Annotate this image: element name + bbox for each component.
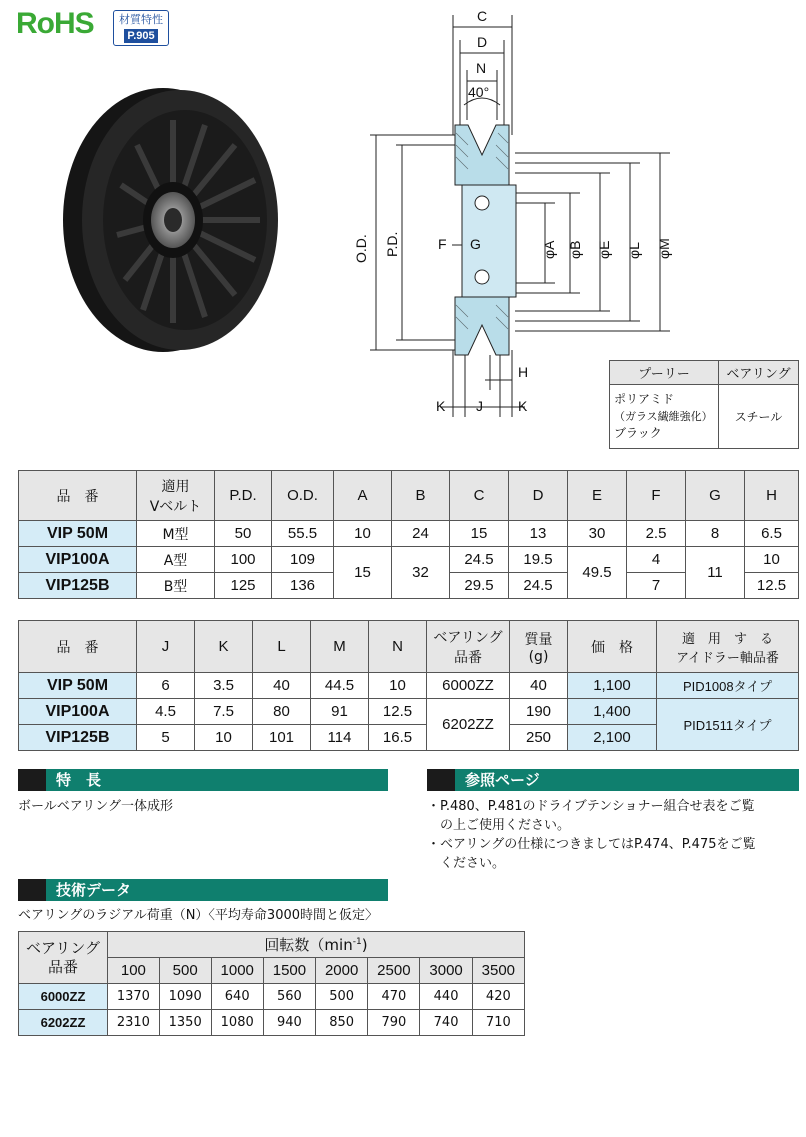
table-cell: 109 (272, 547, 334, 573)
table-cell: 1,100 (568, 673, 657, 699)
text-label: アイドラー軸品番 (676, 650, 779, 666)
table-cell: O.D. (272, 471, 334, 521)
table-cell: 12.5 (369, 699, 427, 725)
table-cell: 12.5 (745, 573, 799, 599)
text-label: (g) (528, 648, 549, 665)
label-h: H (518, 364, 529, 380)
table-cell: 4.5 (137, 699, 195, 725)
table-cell (19, 932, 108, 984)
table-cell: 15 (334, 547, 392, 599)
table-cell: 44.5 (311, 673, 369, 699)
table-row (19, 547, 799, 573)
table-cell: 30 (568, 521, 627, 547)
table-cell: 7.5 (195, 699, 253, 725)
table-cell: G (686, 471, 745, 521)
table-cell: 13 (509, 521, 568, 547)
table-cell: D (509, 471, 568, 521)
table-cell: 24.5 (450, 547, 509, 573)
table-cell: C (450, 471, 509, 521)
table-cell: 55.5 (272, 521, 334, 547)
features-text: ボールベアリング一体成形 (18, 799, 173, 814)
table-cell: VIP125B (19, 725, 137, 751)
t1-head-belt (137, 471, 215, 521)
rohs-logo: RoHS (16, 7, 94, 40)
table-cell: 101 (253, 725, 311, 751)
text-label: 適用 (161, 478, 190, 495)
table-cell: 32 (392, 547, 450, 599)
table-cell: 250 (510, 725, 568, 751)
table-cell: 100 (215, 547, 272, 573)
table-cell: B (392, 471, 450, 521)
table-cell: VIP125B (19, 573, 137, 599)
label-pd: P.D. (384, 231, 400, 257)
text-label: ください。 (427, 856, 506, 871)
material-bearing: スチール (719, 385, 799, 449)
label-phiL: φL (626, 242, 642, 259)
pulley-photo (55, 85, 285, 355)
table-cell: E (568, 471, 627, 521)
table-cell: 40 (510, 673, 568, 699)
load-table (18, 931, 525, 1036)
tech-caption: ベアリングのラジアル荷重（N）〈平均寿命3000時間と仮定〉 (18, 908, 379, 923)
table-cell: 940 (263, 1010, 315, 1036)
table-cell: 1090 (159, 984, 211, 1010)
table-cell: 3000 (420, 958, 472, 984)
table-cell: 10 (369, 673, 427, 699)
table-cell: J (137, 621, 195, 673)
table-cell: 10 (334, 521, 392, 547)
material-label: 材質特性 (119, 13, 163, 26)
label-k2: K (518, 398, 528, 414)
table-cell (510, 621, 568, 673)
text-label: 適 用 す る (681, 631, 773, 647)
table-cell: 1000 (211, 958, 263, 984)
table-cell: 6202ZZ (427, 699, 510, 751)
label-k1: K (436, 398, 446, 414)
label-od: O.D. (353, 234, 369, 263)
text-label: ベアリング (433, 629, 503, 646)
text-label: ベアリング (25, 938, 101, 957)
table-row (19, 521, 799, 547)
table-row (19, 984, 525, 1010)
text-label: ブラック (614, 426, 662, 440)
label-n: N (476, 60, 487, 76)
text-label: の上ご使用ください。 (427, 818, 571, 833)
table-cell: 24 (392, 521, 450, 547)
material-table (609, 360, 799, 449)
table-cell: 80 (253, 699, 311, 725)
table-cell: 6000ZZ (19, 984, 108, 1010)
text-label: ポリアミド (614, 392, 675, 406)
table-cell: B型 (137, 573, 215, 599)
material-header-pulley: プーリー (610, 361, 719, 385)
table-cell: 114 (311, 725, 369, 751)
table-cell: 11 (686, 547, 745, 599)
table-cell: M型 (137, 521, 215, 547)
table-cell: 2,100 (568, 725, 657, 751)
table-cell: M (311, 621, 369, 673)
table-cell: 2000 (316, 958, 368, 984)
text-label: 参照ページ (465, 771, 540, 789)
table-row (19, 1010, 525, 1036)
table-cell: VIP 50M (19, 673, 137, 699)
table-cell: 回転数$(\min^{-1})$ (108, 932, 525, 958)
table-cell: P.D. (215, 471, 272, 521)
table-cell: A型 (137, 547, 215, 573)
material-pulley (610, 385, 719, 449)
text-label: 質量 (524, 631, 553, 648)
table-cell: PID1511タイプ (657, 699, 799, 751)
table-cell: 8 (686, 521, 745, 547)
label-phiA: φA (541, 240, 557, 259)
table-cell: 2.5 (627, 521, 686, 547)
table-cell: 価 格 (568, 621, 657, 673)
table-cell: 125 (215, 573, 272, 599)
table-cell (427, 621, 510, 673)
table-cell: 6 (137, 673, 195, 699)
table-cell: 500 (159, 958, 211, 984)
table-cell: 6000ZZ (427, 673, 510, 699)
table-cell: 91 (311, 699, 369, 725)
refs-bar (427, 769, 799, 791)
label-phiB: φB (567, 240, 583, 259)
table-cell: 5 (137, 725, 195, 751)
table-cell: VIP100A (19, 547, 137, 573)
table-cell: 790 (368, 1010, 420, 1036)
table-cell: 1500 (263, 958, 315, 984)
table-cell: K (195, 621, 253, 673)
text-label: 品番 (454, 649, 482, 666)
table-cell: 19.5 (509, 547, 568, 573)
table-cell: 1370 (108, 984, 160, 1010)
refs-list (427, 797, 802, 873)
table-cell: 500 (316, 984, 368, 1010)
spec-table-2 (18, 620, 799, 751)
table-cell: 470 (368, 984, 420, 1010)
text-label: ・P.480、P.481のドライブテンショナー組合せ表をご覧 (427, 799, 755, 814)
table-cell: 560 (263, 984, 315, 1010)
text-label: 技術データ (56, 881, 132, 899)
table-cell: 品 番 (19, 621, 137, 673)
table-cell: 50 (215, 521, 272, 547)
material-header-bearing: ベアリング (719, 361, 799, 385)
text-label: 回転数（min (264, 936, 353, 954)
table-cell: 6.5 (745, 521, 799, 547)
table-cell: A (334, 471, 392, 521)
table-cell: 4 (627, 547, 686, 573)
text-label: ・ベアリングの仕様につきましてはP.474、P.475をご覧 (427, 837, 756, 852)
table-cell: 850 (316, 1010, 368, 1036)
table-cell: F (627, 471, 686, 521)
table-cell: 15 (450, 521, 509, 547)
table-cell: VIP 50M (19, 521, 137, 547)
table-cell: 190 (510, 699, 568, 725)
table-cell: 7 (627, 573, 686, 599)
table-cell: L (253, 621, 311, 673)
table-row (19, 673, 799, 699)
text-label: （ガラス繊維強化） (614, 410, 713, 423)
label-c: C (477, 8, 488, 24)
label-angle: 40° (468, 84, 490, 100)
table-cell: 710 (472, 1010, 524, 1036)
text-label: 品番 (47, 957, 78, 976)
label-g: G (470, 236, 481, 252)
table-cell: 2500 (368, 958, 420, 984)
table-cell: 740 (420, 1010, 472, 1036)
table-cell: 49.5 (568, 547, 627, 599)
text-label: 特 長 (56, 771, 102, 789)
table-cell: 1080 (211, 1010, 263, 1036)
table-cell: 2310 (108, 1010, 160, 1036)
tech-bar (18, 879, 388, 901)
table-cell: N (369, 621, 427, 673)
table-cell: 10 (745, 547, 799, 573)
label-phiE: φE (596, 240, 612, 259)
material-page: P.905 (124, 29, 157, 43)
features-bar (18, 769, 388, 791)
material-badge[interactable] (113, 10, 169, 46)
label-phiM: φM (656, 238, 672, 259)
table-cell: 420 (472, 984, 524, 1010)
table-cell: VIP100A (19, 699, 137, 725)
table-cell: 1350 (159, 1010, 211, 1036)
table-row (19, 699, 799, 725)
table-cell: 6202ZZ (19, 1010, 108, 1036)
table-cell: 24.5 (509, 573, 568, 599)
table-cell: 10 (195, 725, 253, 751)
label-f: F (438, 236, 447, 252)
table-cell: PID1008タイプ (657, 673, 799, 699)
table-cell: H (745, 471, 799, 521)
table-cell: 16.5 (369, 725, 427, 751)
table-cell: 3500 (472, 958, 524, 984)
table-cell: 40 (253, 673, 311, 699)
t1-head-name: 品 番 (19, 471, 137, 521)
label-j: J (476, 398, 483, 414)
dimension-drawing (340, 5, 680, 420)
spec-table-1 (18, 470, 799, 599)
table-cell: 100 (108, 958, 160, 984)
table-cell: 640 (211, 984, 263, 1010)
table-cell: 136 (272, 573, 334, 599)
table-cell: 1,400 (568, 699, 657, 725)
table-cell: 3.5 (195, 673, 253, 699)
table-cell: 440 (420, 984, 472, 1010)
table-cell (657, 621, 799, 673)
label-d: D (477, 34, 488, 50)
table-cell: 29.5 (450, 573, 509, 599)
text-label: Vベルト (149, 498, 202, 515)
